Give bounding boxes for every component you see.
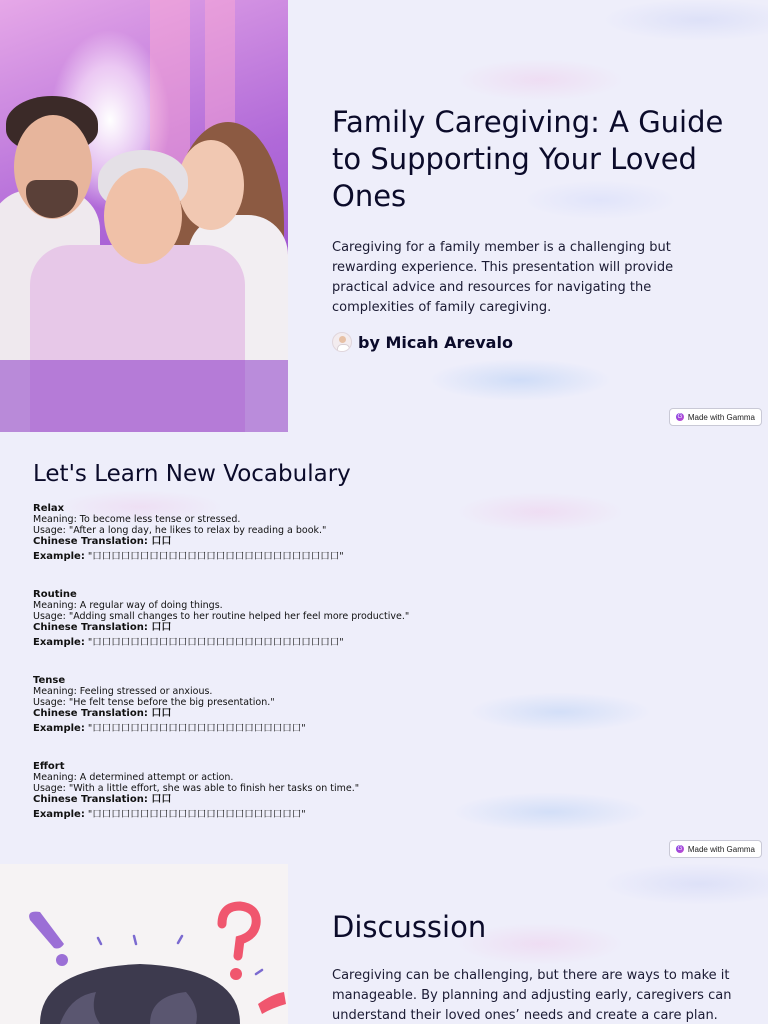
made-with-gamma-badge[interactable] — [669, 408, 762, 426]
vocab-example-row — [33, 551, 733, 562]
vocabulary-item — [33, 589, 733, 675]
photo-foreground — [0, 360, 288, 432]
discussion-text: Caregiving can be challenging, but there are ways to make it manageable. By planning and adjusting early, caregivers can understand their loved ones’ needs and create a care plan. — [332, 968, 732, 1023]
exclamation-icon — [29, 912, 64, 949]
vocabulary-heading: Let's Learn New Vocabulary — [33, 461, 351, 487]
slide-discussion — [0, 864, 768, 1024]
vocab-word: Tense — [33, 675, 66, 686]
discussion-heading: Discussion — [332, 910, 487, 944]
author-name: by Micah Arevalo — [358, 332, 513, 352]
vocab-word: Relax — [33, 503, 65, 514]
author-line — [332, 332, 732, 352]
vocab-usage: Usage: "After a long day, he likes to relax by reading a book." — [33, 525, 327, 536]
vocab-translation-label: Chinese Translation: — [33, 794, 148, 805]
vocab-word: Effort — [33, 761, 65, 772]
gamma-logo-icon: G — [677, 846, 683, 852]
question-icon — [222, 906, 256, 956]
vocab-example-label: Example: — [33, 551, 85, 562]
vocab-translation-row — [33, 794, 733, 805]
avatar — [332, 332, 352, 352]
intro-text: Caregiving for a family member is a challenging but rewarding experience. This presentation will provide practical advice and resources for navigating the complexities of family caregiving. — [332, 240, 674, 315]
slide-title — [0, 0, 768, 432]
vocab-example-label: Example: — [33, 637, 85, 648]
vocab-translation-row — [33, 622, 733, 633]
family-photo — [0, 0, 288, 432]
hand-accent — [258, 992, 286, 1014]
vocab-translation-row — [33, 708, 733, 719]
vocabulary-item — [33, 503, 733, 589]
vocab-word: Routine — [33, 589, 77, 600]
discussion-illustration — [0, 864, 288, 1024]
vocab-example: "口口口口口口口口口口口口口口口口口口口口口口口口口口" — [87, 551, 344, 562]
vocab-translation: 口口 — [151, 622, 172, 633]
vocab-usage: Usage: "With a little effort, she was able to finish her tasks on time." — [33, 783, 360, 794]
vocabulary-list — [33, 503, 733, 847]
vocab-meaning: Meaning: Feeling stressed or anxious. — [33, 686, 213, 697]
confused-person-illustration — [0, 864, 288, 1024]
vocab-translation: 口口 — [151, 794, 172, 805]
vocabulary-item — [33, 761, 733, 847]
title-block — [332, 104, 732, 352]
vocab-translation: 口口 — [151, 536, 172, 547]
vocab-usage: Usage: "Adding small changes to her routine helped her feel more productive." — [33, 611, 410, 622]
vocab-example-row — [33, 809, 733, 820]
vocab-translation: 口口 — [151, 708, 172, 719]
gamma-logo-icon: G — [677, 414, 683, 420]
vocab-example: "口口口口口口口口口口口口口口口口口口口口口口" — [87, 809, 306, 820]
vocab-meaning: Meaning: A regular way of doing things. — [33, 600, 223, 611]
vocab-example-label: Example: — [33, 809, 85, 820]
vocab-translation-row — [33, 536, 733, 547]
vocab-usage: Usage: "He felt tense before the big presentation." — [33, 697, 275, 708]
badge-label: Made with Gamma — [687, 412, 755, 422]
vocab-meaning: Meaning: To become less tense or stressed. — [33, 514, 241, 525]
discussion-block — [332, 910, 742, 1024]
slide-vocabulary — [0, 432, 768, 864]
vocab-example: "口口口口口口口口口口口口口口口口口口口口口口口口口口" — [87, 637, 344, 648]
vocab-translation-label: Chinese Translation: — [33, 708, 148, 719]
vocab-translation-label: Chinese Translation: — [33, 622, 148, 633]
vocabulary-item — [33, 675, 733, 761]
page-title: Family Caregiving: A Guide to Supporting Your Loved Ones — [332, 105, 724, 213]
vocab-example-row — [33, 637, 733, 648]
vocab-example-label: Example: — [33, 723, 85, 734]
vocab-example: "口口口口口口口口口口口口口口口口口口口口口口" — [87, 723, 306, 734]
grandmother-face — [104, 168, 182, 264]
badge-label: Made with Gamma — [687, 844, 755, 854]
exclamation-dot — [56, 954, 68, 966]
question-dot — [230, 968, 242, 980]
vocab-meaning: Meaning: A determined attempt or action. — [33, 772, 234, 783]
vocab-translation-label: Chinese Translation: — [33, 536, 148, 547]
made-with-gamma-badge[interactable] — [669, 840, 762, 858]
vocab-example-row — [33, 723, 733, 734]
